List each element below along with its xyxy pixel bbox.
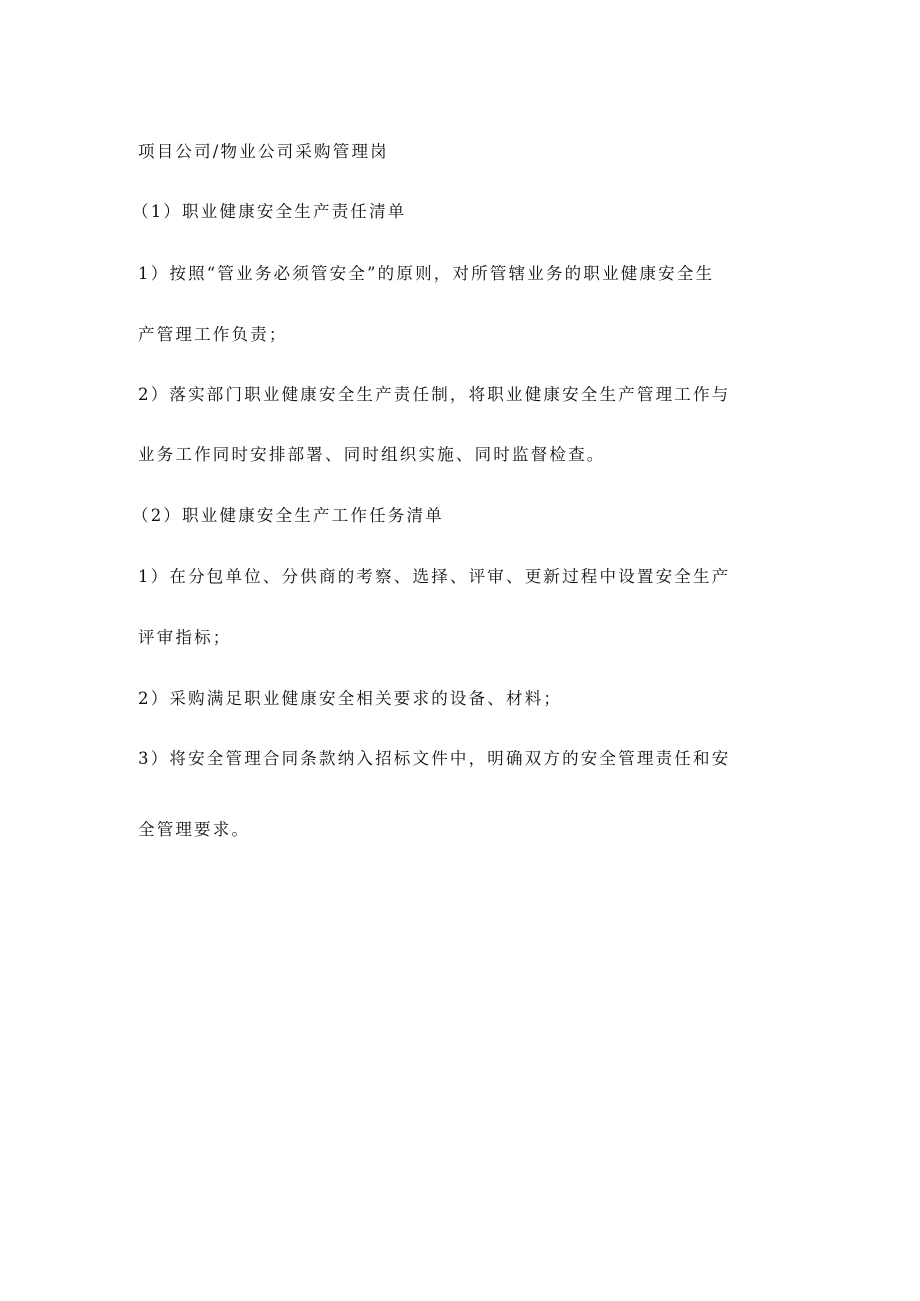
section2-item3-line1: 3）将安全管理合同条款纳入招标文件中，明确双方的安全管理责任和安 [138, 749, 731, 768]
section1-item1-line2: 产管理工作负责； [138, 325, 288, 344]
section1-item2-line1: 2）落实部门职业健康安全生产责任制，将职业健康安全生产管理工作与 [138, 385, 731, 404]
section2-item3-line2: 全管理要求。 [138, 820, 251, 839]
section1-heading: （1）职业健康安全生产责任清单 [132, 202, 407, 221]
section2-item1-line2: 评审指标； [138, 628, 232, 647]
section2-item1-line1: 1）在分包单位、分供商的考察、选择、评审、更新过程中设置安全生产 [138, 567, 731, 586]
section1-item1-line1: 1）按照“管业务必须管安全”的原则，对所管辖业务的职业健康安全生 [138, 264, 715, 283]
section2-item2-line1: 2）采购满足职业健康安全相关要求的设备、材料； [138, 689, 563, 708]
section1-item2-line2: 业务工作同时安排部署、同时组织实施、同时监督检查。 [138, 445, 606, 464]
document-title: 项目公司/物业公司采购管理岗 [138, 142, 389, 161]
section2-heading: （2）职业健康安全生产工作任务清单 [132, 506, 444, 525]
